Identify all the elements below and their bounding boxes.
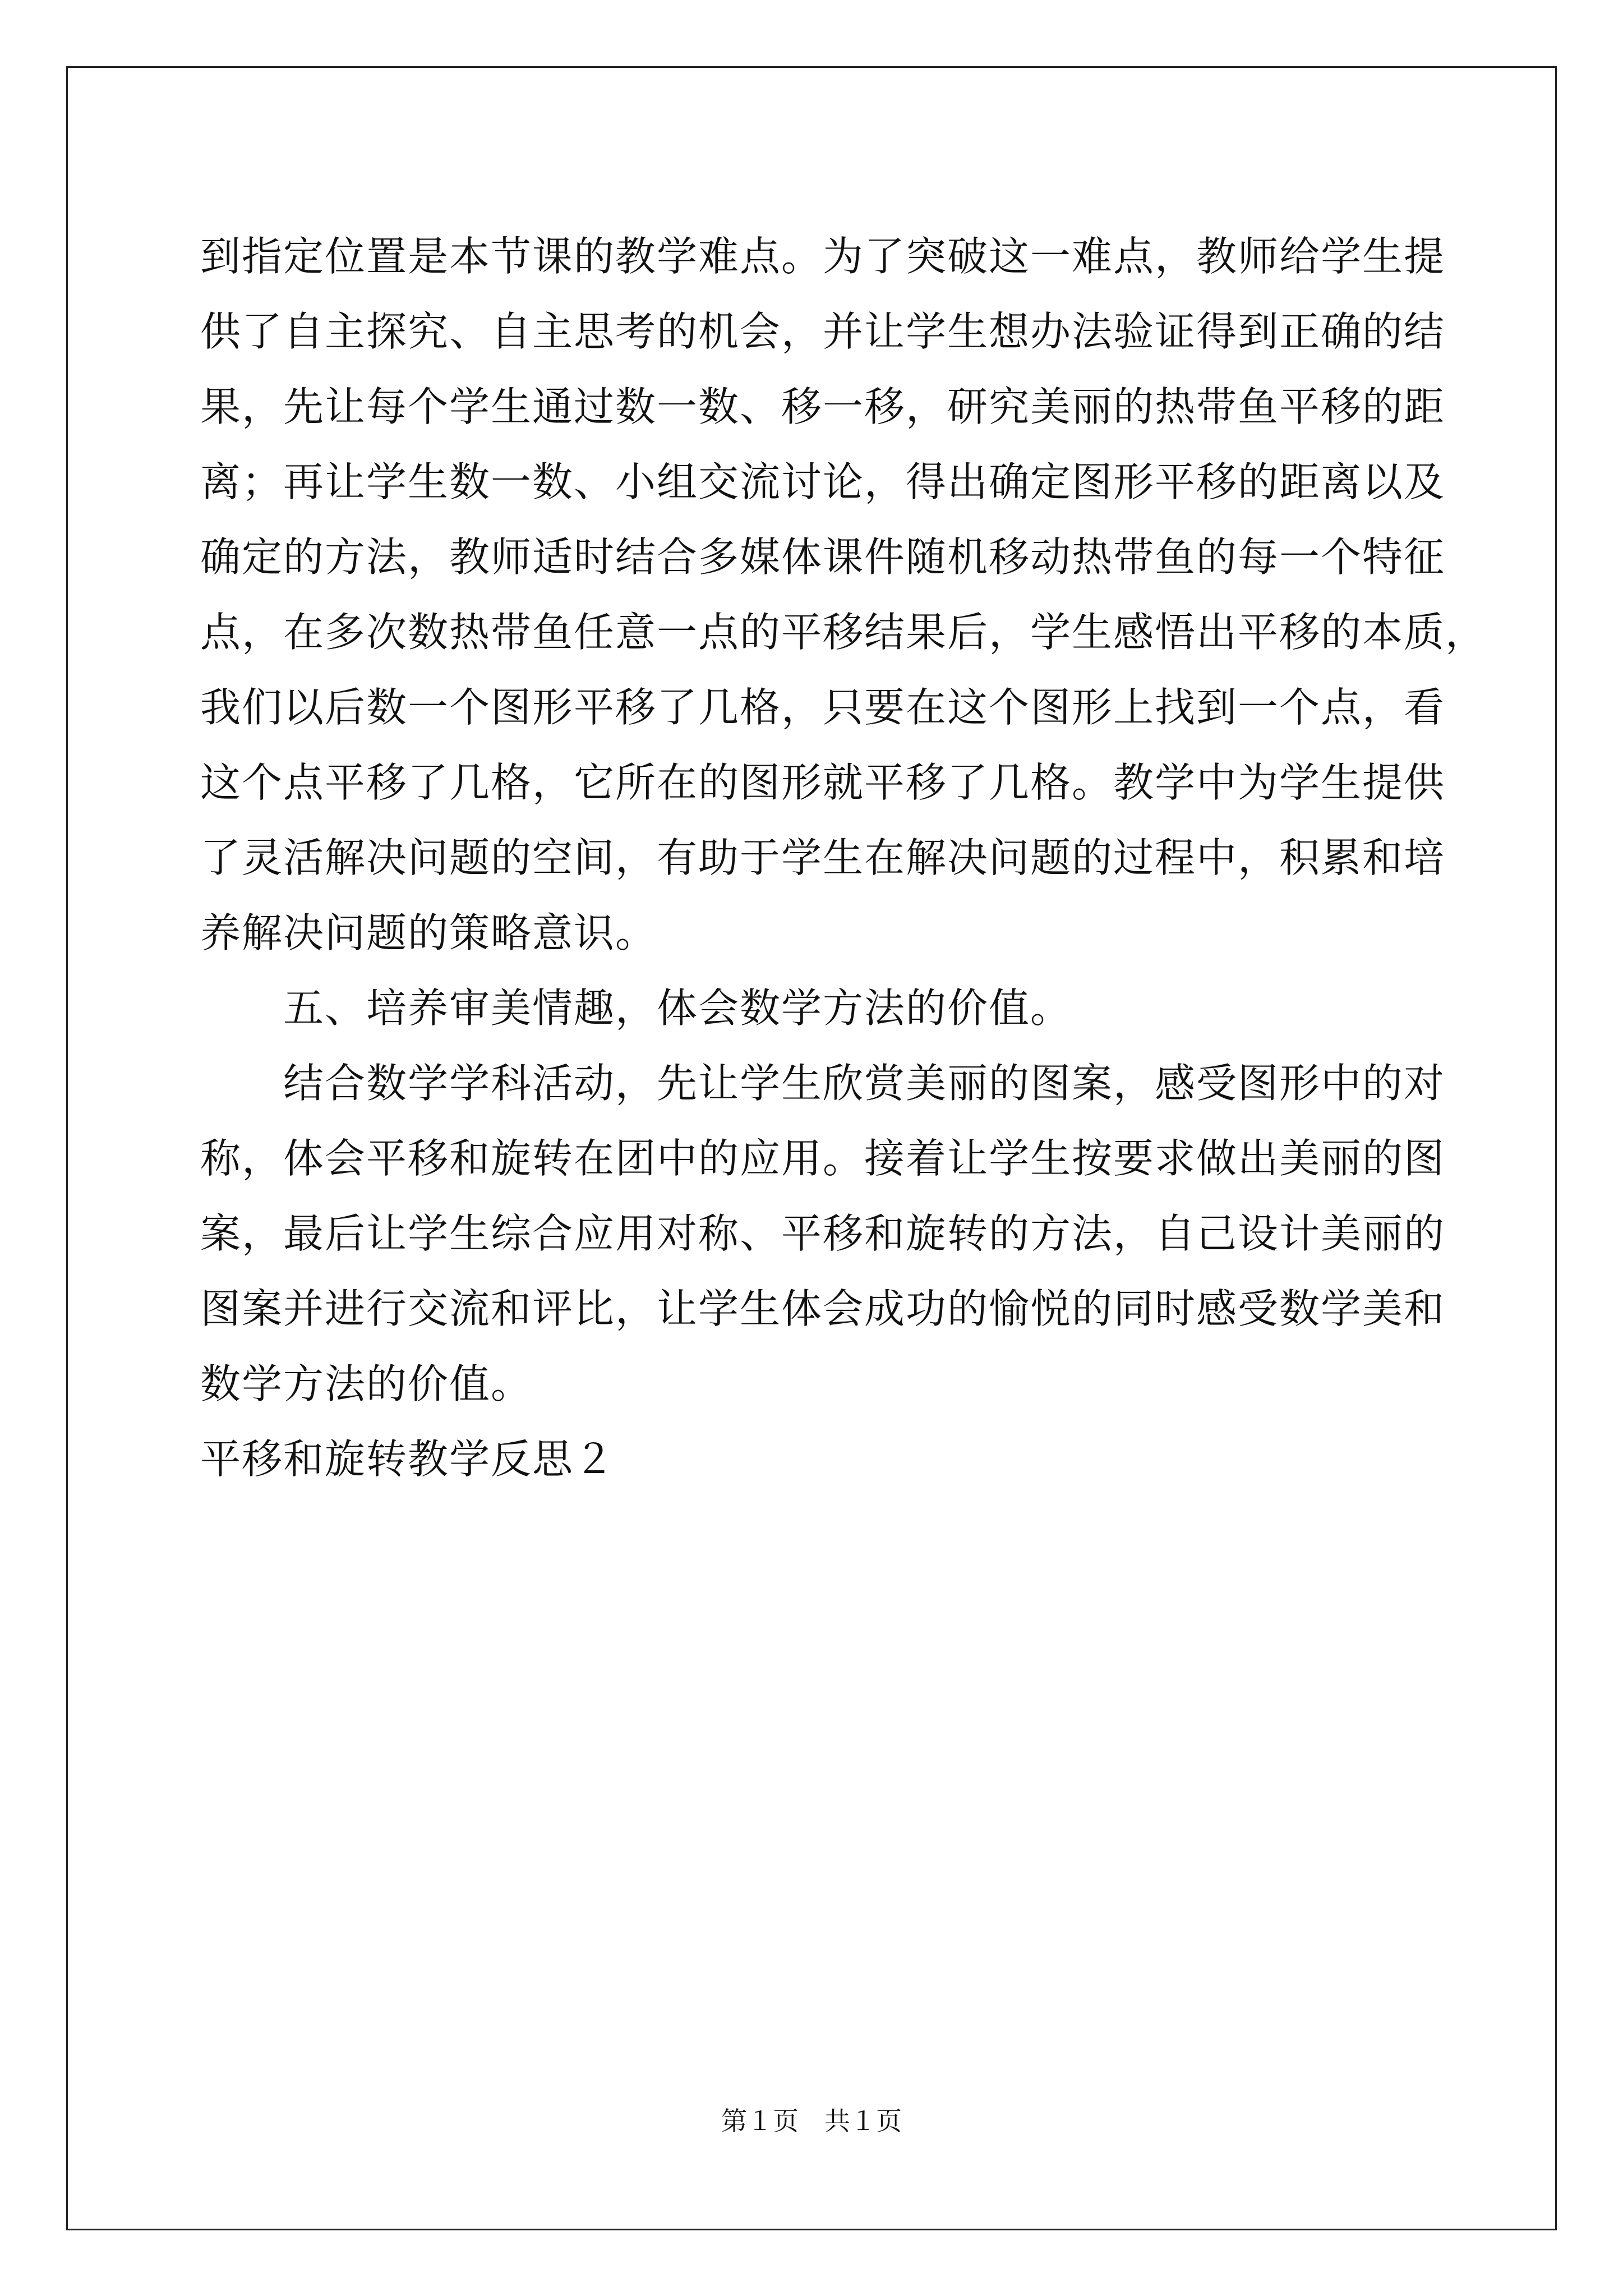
body-line: 果，先让每个学生通过数一数、移一移，研究美丽的热带鱼平移的距 [200,383,1446,430]
body-line: 确定的方法，教师适时结合多媒体课件随机移动热带鱼的每一个特征 [200,533,1446,581]
section-title: 平移和旋转教学反思２ [200,1435,616,1483]
body-line: 供了自主探究、自主思考的机会，并让学生想办法验证得到正确的结 [200,308,1446,355]
body-line: 离；再让学生数一数、小组交流讨论，得出确定图形平移的距离以及 [200,458,1446,505]
body-line: 数学方法的价值。 [200,1360,533,1407]
body-line: 我们以后数一个图形平移了几格，只要在这个图形上找到一个点，看 [200,684,1446,731]
body-line: 点，在多次数热带鱼任意一点的平移结果后，学生感悟出平移的本质， [200,609,1487,656]
section-heading-five: 五、培养审美情趣，体会数学方法的价值。 [283,984,1072,1032]
body-line: 案，最后让学生综合应用对称、平移和旋转的方法，自己设计美丽的 [200,1210,1446,1257]
page-footer: 第１页 共１页 [721,2106,902,2136]
document-body [200,219,1487,1497]
body-line: 称，体会平移和旋转在团中的应用。接着让学生按要求做出美丽的图 [200,1135,1446,1182]
body-line: 养解决问题的策略意识。 [200,909,657,956]
body-line: 到指定位置是本节课的教学难点。为了突破这一难点，教师给学生提 [200,233,1446,280]
body-line: 结合数学学科活动，先让学生欣赏美丽的图案，感受图形中的对 [283,1060,1446,1107]
body-line: 图案并进行交流和评比，让学生体会成功的愉悦的同时感受数学美和 [200,1285,1446,1332]
body-line: 这个点平移了几格，它所在的图形就平移了几格。教学中为学生提供 [200,759,1446,806]
body-line: 了灵活解决问题的空间，有助于学生在解决问题的过程中，积累和培 [200,834,1446,881]
